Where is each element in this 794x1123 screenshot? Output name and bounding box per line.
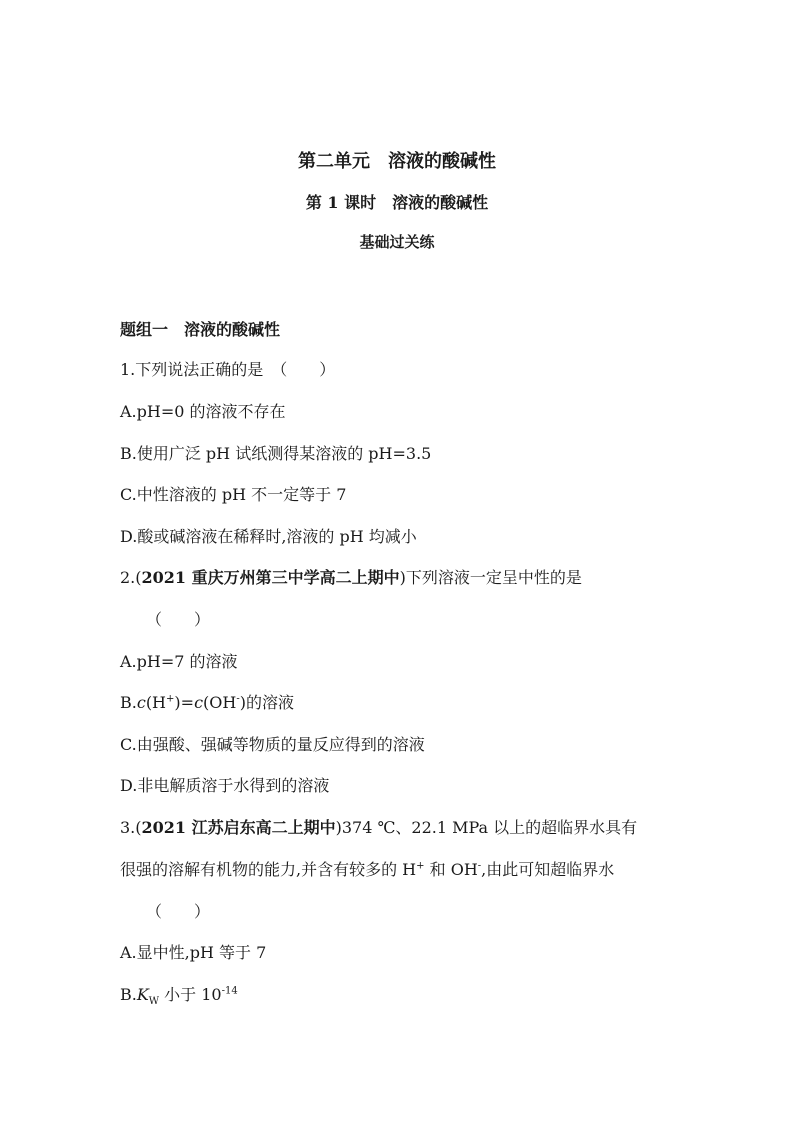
- q2-b-end: )的溶液: [239, 693, 294, 712]
- q3-line2-b: 和 OH: [424, 860, 478, 879]
- section-type: 基础过关练: [359, 233, 435, 251]
- q3-line2-c: ,由此可知超临界水: [481, 860, 615, 879]
- q3-b-w: W: [148, 996, 160, 1008]
- q1-stem: 1.下列说法正确的是 （ ）: [120, 360, 336, 379]
- q3-line2-minus: -: [477, 860, 482, 872]
- q2-stem: [120, 565, 582, 588]
- q2-b-prefix: B.: [120, 693, 137, 712]
- q1-option-d: D.酸或碱溶液在稀释时,溶液的 pH 均减小: [120, 527, 417, 546]
- q2-option-a: A.pH=7 的溶液: [120, 652, 238, 671]
- lesson-title: 第 1 课时 溶液的酸碱性: [305, 193, 489, 212]
- q2-b-h: (H: [145, 693, 167, 712]
- q3-b-mid: 小于 10: [159, 985, 222, 1004]
- q2-option-d: D.非电解质溶于水得到的溶液: [120, 776, 330, 795]
- q3-option-b: [120, 982, 238, 1008]
- unit-title: 第二单元 溶液的酸碱性: [298, 151, 496, 172]
- q3-b-k: K: [136, 985, 149, 1004]
- q2-b-plus: +: [166, 693, 175, 705]
- q2-option-c: C.由强酸、强碱等物质的量反应得到的溶液: [120, 735, 425, 754]
- q2-b-oh: (OH: [203, 693, 237, 712]
- q2-stem-text: )下列溶液一定呈中性的是: [399, 568, 582, 587]
- q3-option-a: A.显中性,pH 等于 7: [120, 943, 267, 962]
- q3-line2-plus: +: [416, 860, 425, 872]
- q3-line2-a: 很强的溶解有机物的能力,并含有较多的 H: [120, 860, 417, 879]
- q2-option-b: [120, 690, 294, 713]
- q2-b-mid: )=: [174, 693, 195, 712]
- q1-option-b: B.使用广泛 pH 试纸测得某溶液的 pH=3.5: [120, 444, 432, 463]
- q3-stem-text: )374 ℃、22.1 MPa 以上的超临界水具有: [335, 818, 638, 837]
- q1-option-a: A.pH=0 的溶液不存在: [120, 402, 286, 421]
- q3-b-prefix: B.: [120, 985, 137, 1004]
- q3-stem-line2: [120, 857, 614, 880]
- q3-source: 2021 江苏启东高二上期中: [141, 818, 336, 837]
- q3-answer-paren: （ ）: [146, 902, 211, 921]
- q3-number: 3.(: [120, 818, 142, 837]
- q1-option-c: C.中性溶液的 pH 不一定等于 7: [120, 485, 347, 504]
- q3-b-exp: -14: [221, 985, 238, 997]
- q2-b-minus: -: [236, 693, 240, 705]
- q3-stem-line1: [120, 815, 637, 838]
- q2-source: 2021 重庆万州第三中学高二上期中: [141, 568, 400, 587]
- group1-title: 题组一 溶液的酸碱性: [120, 320, 281, 339]
- q2-answer-paren: （ ）: [146, 610, 211, 629]
- q2-b-c1: c: [136, 693, 146, 712]
- q2-b-c2: c: [194, 693, 204, 712]
- q2-number: 2.(: [120, 568, 142, 587]
